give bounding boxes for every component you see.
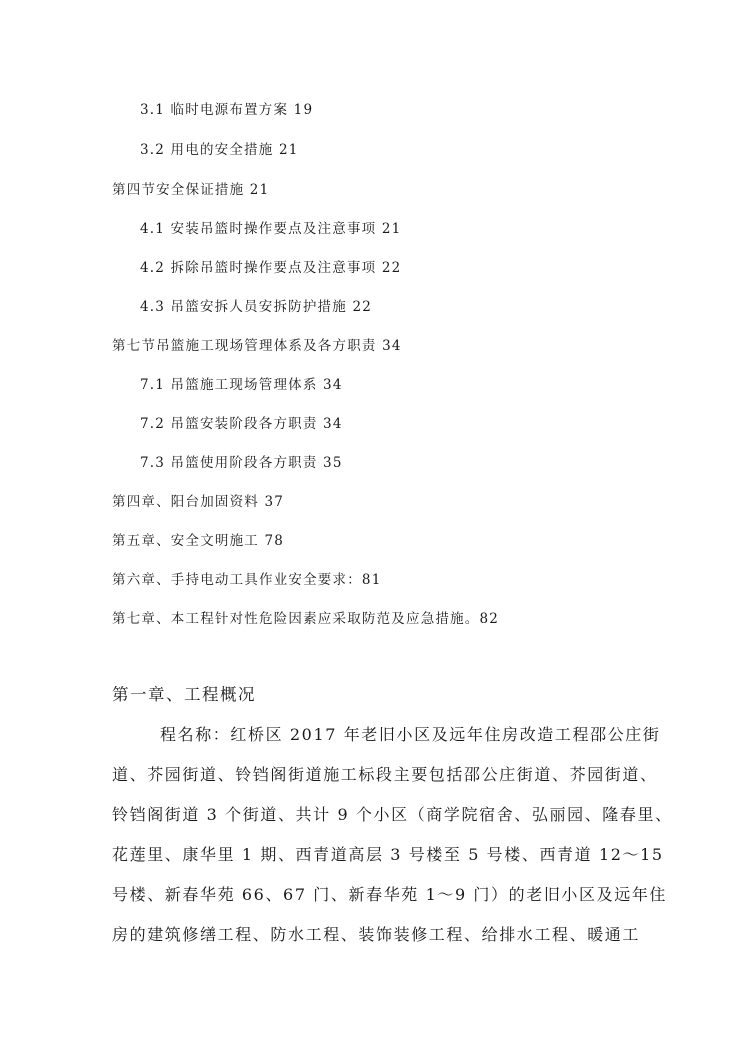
- toc-entry: 第六章、手持电动工具作业安全要求：81: [112, 572, 382, 588]
- toc-entry: 4.1 安装吊篮时操作要点及注意事项 21: [140, 221, 402, 237]
- toc-entry: 7.1 吊篮施工现场管理体系 34: [140, 377, 343, 393]
- paragraph-line: 号楼、新春华苑 66、67 门、新春华苑 1～9 门）的老旧小区及远年住: [112, 885, 668, 904]
- paragraph-line: 道、芥园街道、铃铛阁街道施工标段主要包括邵公庄街道、芥园街道、: [112, 765, 658, 784]
- chapter-heading: 第一章、工程概况: [112, 685, 256, 704]
- toc-entry: 第五章、安全文明施工 78: [112, 533, 285, 549]
- paragraph-line: 花莲里、康华里 1 期、西青道高层 3 号楼至 5 号楼、西青道 12～15: [112, 845, 664, 864]
- paragraph-line: 程名称：红桥区 2017 年老旧小区及远年住房改造工程邵公庄街: [160, 725, 661, 744]
- toc-entry: 3.1 临时电源布置方案 19: [140, 102, 314, 118]
- toc-entry: 第四节安全保证措施 21: [112, 182, 270, 198]
- toc-entry: 4.3 吊篮安拆人员安拆防护措施 22: [140, 299, 373, 315]
- toc-entry: 第七节吊篮施工现场管理体系及各方职责 34: [112, 338, 402, 354]
- paragraph-line: 铃铛阁街道 3 个街道、共计 9 个小区（商学院宿舍、弘丽园、隆春里、: [112, 805, 673, 824]
- toc-entry: 4.2 拆除吊篮时操作要点及注意事项 22: [140, 260, 402, 276]
- toc-entry: 第四章、阳台加固资料 37: [112, 494, 285, 510]
- toc-entry: 第七章、本工程针对性危险因素应采取防范及应急措施。82: [112, 611, 500, 627]
- toc-entry: 7.3 吊篮使用阶段各方职责 35: [140, 455, 343, 471]
- toc-entry: 3.2 用电的安全措施 21: [140, 142, 299, 158]
- paragraph-line: 房的建筑修缮工程、防水工程、装饰装修工程、给排水工程、暖通工: [112, 925, 641, 944]
- toc-entry: 7.2 吊篮安装阶段各方职责 34: [140, 416, 343, 432]
